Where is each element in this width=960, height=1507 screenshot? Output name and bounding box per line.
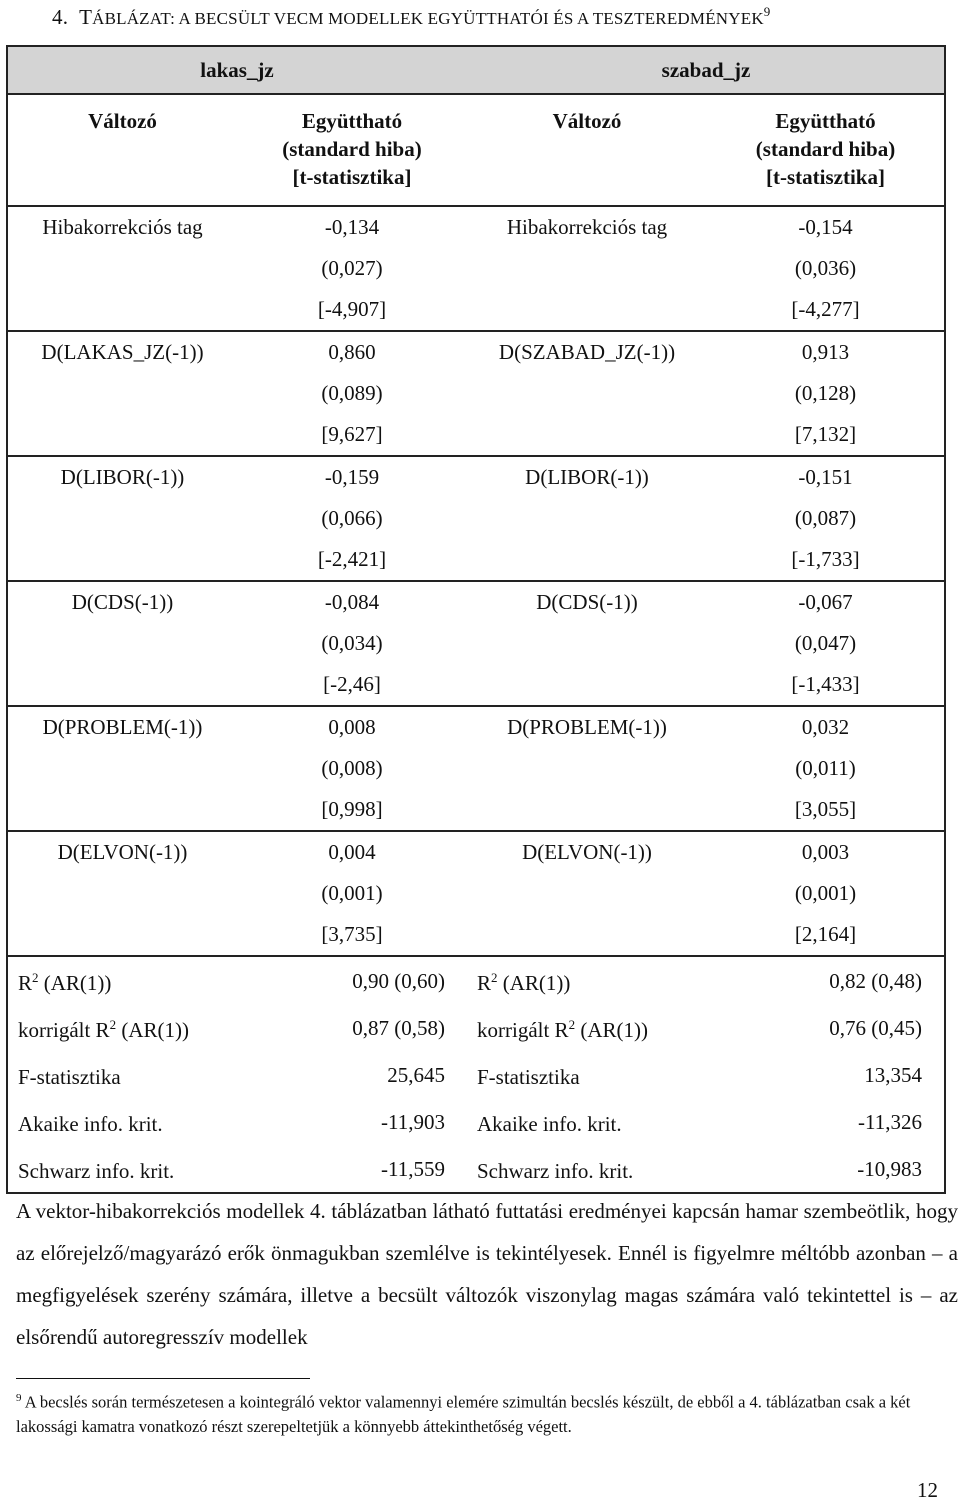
caption-first-letter: T: [79, 5, 93, 29]
right-variable-cell: [467, 539, 707, 581]
header-variable-left: Változó: [7, 94, 237, 206]
right-variable-cell: [467, 873, 707, 914]
right-value-cell: (0,001): [707, 873, 945, 914]
table-row: [7, 206, 945, 248]
stat-row: [7, 956, 945, 1004]
right-stat-value: 13,354: [707, 1051, 945, 1098]
footnote: [16, 1386, 946, 1439]
left-variable-cell: [7, 664, 237, 706]
stat-label-label-pre: Schwarz info. krit.: [18, 1159, 175, 1183]
left-variable-cell: D(PROBLEM(-1)): [7, 706, 237, 748]
left-variable-cell: [7, 373, 237, 414]
stat-label-label-pre: korrigált R: [477, 1018, 569, 1042]
left-stat-label: [7, 956, 237, 1004]
left-stat-label: [7, 1051, 237, 1098]
left-value-cell: (0,089): [321, 381, 383, 405]
right-variable-cell: D(SZABAD_JZ(-1)): [498, 340, 676, 364]
right-value-cell: 0,913: [707, 331, 945, 373]
right-variable-cell: [467, 789, 707, 831]
right-value-cell: (0,036): [707, 248, 945, 289]
right-value-cell: [3,055]: [707, 789, 945, 831]
right-value-cell: [-4,277]: [707, 289, 945, 331]
left-variable-cell: [7, 414, 237, 456]
column-header-row: [7, 94, 945, 206]
left-value-cell: 0,004: [328, 840, 376, 864]
caption-number: 4.: [52, 5, 69, 29]
right-value-cell: (0,047): [707, 623, 945, 664]
table-row: [7, 706, 945, 748]
group-szabad: szabad_jz: [467, 46, 945, 94]
stat-label-label-post: (AR(1)): [116, 1018, 189, 1042]
table-row: [7, 789, 945, 831]
left-stat-value: -11,903: [381, 1109, 445, 1134]
right-value-cell: [-1,733]: [707, 539, 945, 581]
right-variable-cell: [467, 248, 707, 289]
vecm-table: [6, 45, 944, 1183]
left-value-cell: [-4,907]: [237, 289, 467, 331]
right-value-cell: (0,087): [707, 498, 945, 539]
right-variable-cell: D(CDS(-1)): [536, 590, 638, 614]
left-variable-cell: [7, 498, 237, 539]
left-variable-cell: [7, 248, 237, 289]
right-variable-cell: [467, 414, 707, 456]
table-row: [7, 373, 945, 414]
left-variable-cell: D(LAKAS_JZ(-1)): [7, 331, 237, 373]
left-variable-cell: [7, 914, 237, 956]
left-variable-cell: [7, 623, 237, 664]
left-stat-label: [7, 1098, 237, 1145]
left-variable-cell: Hibakorrekciós tag: [7, 206, 237, 248]
table-row: [7, 873, 945, 914]
left-stat-label: [7, 1145, 237, 1193]
stat-label-label-pre: F-statisztika: [18, 1065, 121, 1089]
right-variable-cell: [467, 289, 707, 331]
table-row: [7, 498, 945, 539]
left-value-cell: [-2,46]: [237, 664, 467, 706]
right-variable-cell: [467, 748, 707, 789]
right-value-cell: 0,032: [707, 706, 945, 748]
footnote-separator: [16, 1378, 310, 1379]
header-se-line: (standard hiba): [755, 137, 896, 161]
left-stat-label: [7, 1004, 237, 1051]
right-value-cell: [2,164]: [707, 914, 945, 956]
page-number: 12: [917, 1478, 938, 1502]
left-variable-cell: [7, 789, 237, 831]
stat-row: [7, 1098, 945, 1145]
caption-footnote-mark: 9: [763, 4, 771, 19]
right-stat-label: [467, 956, 707, 1004]
left-value-cell: (0,008): [321, 756, 383, 780]
right-variable-cell: D(LIBOR(-1)): [525, 465, 649, 489]
table-row: [7, 456, 945, 498]
right-value-cell: (0,011): [707, 748, 945, 789]
table-row: [7, 664, 945, 706]
right-value-cell: (0,128): [707, 373, 945, 414]
left-value-cell: -0,084: [324, 590, 380, 614]
table-row: [7, 331, 945, 373]
left-value-cell: [0,998]: [237, 789, 467, 831]
group-lakas: lakas_jz: [7, 46, 467, 94]
stat-label-sup: 2: [109, 1017, 117, 1032]
right-stat-label: [467, 1098, 707, 1145]
stat-label-label-post: (AR(1)): [497, 971, 571, 995]
stat-label-label-post: (AR(1)): [575, 1018, 648, 1042]
left-value-cell: (0,066): [321, 506, 383, 530]
stat-label-label-pre: Akaike info. krit.: [477, 1112, 622, 1136]
left-value-cell: (0,034): [321, 631, 383, 655]
caption-text: ÁBLÁZAT: A BECSÜLT VECM MODELLEK EGYÜTTHATÓI ÉS A TESZTEREDMÉNYEK: [92, 9, 764, 28]
left-value-cell: -0,134: [324, 215, 380, 239]
right-value-cell: -0,067: [707, 581, 945, 623]
left-value-cell: [-2,421]: [237, 539, 467, 581]
right-value-cell: -0,151: [707, 456, 945, 498]
group-header-row: [7, 46, 945, 94]
footnote-mark: 9: [16, 1392, 22, 1404]
right-variable-cell: [467, 914, 707, 956]
right-stat-label: [467, 1051, 707, 1098]
left-stat-value: 0,87 (0,58): [352, 1015, 445, 1040]
right-value-cell: [7,132]: [707, 414, 945, 456]
stat-label-sup: 2: [491, 970, 498, 985]
left-value-cell: (0,001): [321, 881, 383, 905]
stat-label-label-pre: R: [477, 971, 492, 995]
right-stat-value: -11,326: [707, 1098, 945, 1145]
stat-label-label-pre: Schwarz info. krit.: [477, 1159, 634, 1183]
header-coef-line: Együttható: [301, 109, 403, 133]
right-variable-cell: [467, 623, 707, 664]
right-stat-label: [467, 1004, 707, 1051]
header-variable-right: Változó: [467, 94, 707, 206]
right-variable-cell: Hibakorrekciós tag: [506, 215, 668, 239]
left-value-cell: [3,735]: [237, 914, 467, 956]
stat-row: [7, 1145, 945, 1193]
stat-label-sup: 2: [32, 970, 39, 985]
table-row: [7, 914, 945, 956]
right-variable-cell: [467, 373, 707, 414]
header-se-line: (standard hiba): [282, 137, 422, 161]
body-text: A vektor-hibakorrekciós modellek 4. táblázatban látható futtatási eredményei kapcsán hamar szembeötlik, hogy az előrejelző/magyarázó erők önmagukban szemlélve is tekintélyesek. Ennél is figyelmre méltóbb azonban – a megfigyelések szerény számára, illetve a becsült változók viszonylag magas számára való tekintettel is – az elsőrendű autoregresszív modellek: [16, 1199, 958, 1349]
stat-row: [7, 1051, 945, 1098]
left-variable-cell: [7, 748, 237, 789]
table-row: [7, 581, 945, 623]
table-row: [7, 831, 945, 873]
left-value-cell: -0,159: [324, 465, 380, 489]
right-variable-cell: [467, 664, 707, 706]
stat-label-label-post: (AR(1)): [38, 971, 112, 995]
left-variable-cell: D(ELVON(-1)): [7, 831, 237, 873]
left-value-cell: 0,008: [328, 715, 376, 739]
table-row: [7, 623, 945, 664]
header-t-line: [t-statisztika]: [292, 165, 412, 189]
body-paragraph: [16, 1190, 958, 1358]
header-coef-line: Együttható: [775, 109, 876, 133]
stat-label-label-pre: Akaike info. krit.: [18, 1112, 163, 1136]
left-stat-value: 0,90 (0,60): [352, 968, 445, 993]
header-coef-left: [237, 94, 467, 206]
header-t-line: [t-statisztika]: [766, 165, 885, 189]
left-value-cell: [9,627]: [237, 414, 467, 456]
table-row: [7, 414, 945, 456]
table-caption: [52, 4, 771, 30]
header-coef-right: [707, 94, 945, 206]
stat-label-label-pre: F-statisztika: [477, 1065, 580, 1089]
right-stat-value: 0,82 (0,48): [707, 956, 945, 1004]
stat-row: [7, 1004, 945, 1051]
left-variable-cell: D(CDS(-1)): [7, 581, 237, 623]
right-value-cell: -0,154: [707, 206, 945, 248]
right-value-cell: 0,003: [707, 831, 945, 873]
right-variable-cell: [467, 498, 707, 539]
footnote-text: A becslés során természetesen a kointegráló vektor valamennyi elemére szimultán becslés készült, de ebből a 4. táblázatban csak a két lakossági kamatra vonatkozó részt szerepeltetjük a könnyebb áttekinthetőség végett.: [16, 1392, 911, 1436]
right-stat-value: -10,983: [707, 1145, 945, 1193]
table-row: [7, 289, 945, 331]
stat-label-label-pre: R: [18, 971, 33, 995]
left-stat-value: 25,645: [387, 1062, 445, 1087]
table-row: [7, 539, 945, 581]
left-variable-cell: [7, 289, 237, 331]
table-row: [7, 248, 945, 289]
right-variable-cell: D(PROBLEM(-1)): [507, 715, 667, 739]
right-stat-label: [467, 1145, 707, 1193]
left-variable-cell: [7, 539, 237, 581]
right-value-cell: [-1,433]: [707, 664, 945, 706]
stat-label-label-pre: korrigált R: [18, 1018, 110, 1042]
right-stat-value: 0,76 (0,45): [707, 1004, 945, 1051]
table-row: [7, 748, 945, 789]
right-variable-cell: D(ELVON(-1)): [522, 840, 652, 864]
stat-label-sup: 2: [568, 1017, 576, 1032]
left-value-cell: (0,027): [321, 256, 383, 280]
left-value-cell: 0,860: [328, 340, 376, 364]
left-stat-value: -11,559: [237, 1145, 467, 1193]
left-variable-cell: D(LIBOR(-1)): [7, 456, 237, 498]
left-variable-cell: [7, 873, 237, 914]
